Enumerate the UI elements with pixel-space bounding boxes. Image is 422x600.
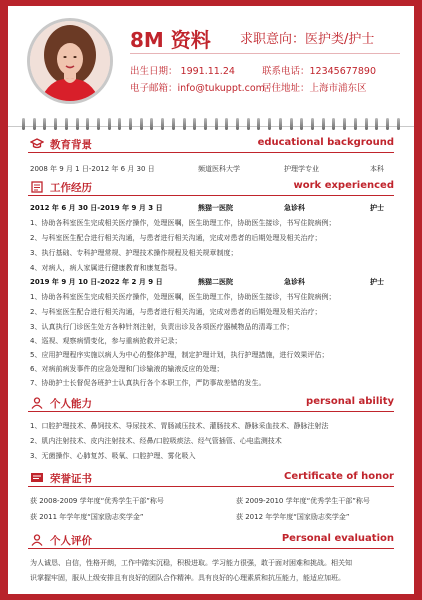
- honor-item: 获 2008-2009 学年度“优秀学生干部”称号: [30, 497, 164, 505]
- page-title: 8M 资料: [130, 28, 211, 52]
- binder-rings: [22, 118, 400, 130]
- ability-title: 个人能力: [50, 398, 92, 410]
- job-2-item: 6、对病前病发事件的应急处理和门诊输液的输液反应的处理；: [30, 365, 224, 373]
- honors-title: 荣誉证书: [50, 473, 92, 485]
- header-divider: [130, 53, 400, 54]
- job-2-item: 3、认真执行门诊医生处方各种针剂注射，负责出诊及各项医疗器械物品的清毒工作；: [30, 323, 294, 331]
- ability-title-en: personal ability: [306, 396, 394, 407]
- honor-item: 获 2009-2010 学年度“优秀学生干部”称号: [236, 497, 370, 505]
- job-1-item: 3、执行基础、专科护理常规、护理技术操作规程及相关规章制度；: [30, 249, 238, 257]
- job-1-item: 2、与科室医生配合进行相关沟通，与患者进行相关沟通，完成对患者的后期处理及相关治疗；: [30, 234, 322, 242]
- evaluation-section-header: [28, 533, 394, 549]
- ability-item: 1、口腔护理技术、鼻饲技术、导尿技术、胃肠减压技术、灌肠技术、静脉采血技术、静脉注射法: [30, 422, 329, 430]
- education-title-en: educational background: [257, 137, 394, 148]
- job-2-item: 1、协助各科室医生完成相关医疗操作，处理医嘱，医生助理工作，协助医生接诊，书写住院病例；: [30, 293, 336, 301]
- avatar: [27, 18, 113, 104]
- honor-item: 获 2011 年学年度“国家励志奖学金”: [30, 513, 144, 521]
- ability-item: 2、肌内注射技术、皮内注射技术、经鼻/口腔吸痰法、经气管插管、心电监测技术: [30, 437, 282, 445]
- ability-item: 3、无菌操作、心肺复苏、吸氧、口腔护理、雾化吸入: [30, 452, 196, 460]
- job-2-period: 2019 年 9 月 10 日-2022 年 2 月 9 日: [30, 278, 163, 286]
- work-section-header: [28, 180, 394, 196]
- honors-section-header: [28, 471, 394, 487]
- education-degree: 本科: [370, 165, 384, 173]
- person-icon: [30, 397, 44, 409]
- birth-date: 出生日期： 1991.11.24: [130, 66, 235, 77]
- phone: 联系电话：12345677890: [262, 66, 376, 77]
- certificate-icon: [30, 472, 44, 484]
- job-2-item: 5、应用护理程序实施以病人为中心的整体护理，制定护理计划，执行护理措施，进行效果评估；: [30, 351, 329, 359]
- work-title-en: work experienced: [293, 180, 394, 191]
- job-1-dept: 急诊科: [284, 204, 305, 212]
- job-2-item: 2、与科室医生配合进行相关沟通，与患者进行相关沟通，完成对患者的后期处理及相关治疗；: [30, 308, 322, 316]
- job-1-item: 4、对病人，病人家属进行健康教育和康复指导。: [30, 264, 182, 272]
- job-2-role: 护士: [370, 278, 384, 286]
- ability-section-header: [28, 396, 394, 412]
- evaluation-line: 为人诚恳、自信，性格开朗，工作中踏实沉稳，积极进取。学习能力很强，敢于面对困难和挑战。相关知: [30, 559, 352, 567]
- address: 居住地址：上海市浦东区: [262, 83, 367, 94]
- job-1-item: 1、协助各科室医生完成相关医疗操作，处理医嘱，医生助理工作，协助医生接诊，书写住院病例；: [30, 219, 336, 227]
- job-1-period: 2012 年 6 月 30 日-2019 年 9 月 3 日: [30, 204, 163, 212]
- job-1-org: 熊猫一医院: [198, 204, 233, 212]
- evaluation-line: 识掌握牢固，服从上级安排且有良好的团队合作精神。具有良好的心理素质和抗压能力，能适应加班。: [30, 574, 345, 582]
- job-2-org: 熊猫二医院: [198, 278, 233, 286]
- person-icon: [30, 534, 44, 546]
- honors-title-en: Certificate of honor: [283, 471, 394, 482]
- job-2-dept: 急诊科: [284, 278, 305, 286]
- email: 电子邮箱：info@tukuppt.com: [130, 83, 265, 94]
- education-period: 2008 年 9 月 1 日-2012 年 6 月 30 日: [30, 165, 155, 173]
- education-school: 频道医科大学: [198, 165, 240, 173]
- job-objective: 求职意向：医护类/护士: [240, 32, 375, 47]
- document-icon: [30, 181, 44, 193]
- education-section-header: [28, 137, 394, 153]
- graduation-cap-icon: [30, 138, 44, 150]
- work-title: 工作经历: [50, 182, 92, 194]
- education-major: 护理学专业: [284, 165, 319, 173]
- honor-item: 获 2012 年学年度“国家励志奖学金”: [236, 513, 350, 521]
- job-1-role: 护士: [370, 204, 384, 212]
- job-2-item: 7、协助护士长督促各班护士认真执行各个本职工作，严防事故差错的发生。: [30, 379, 266, 387]
- job-2-item: 4、巡视、观察病情变化，参与重病抢救并记录；: [30, 337, 182, 345]
- education-title: 教育背景: [50, 139, 92, 151]
- evaluation-title: 个人评价: [50, 535, 92, 547]
- evaluation-title-en: Personal evaluation: [281, 533, 394, 544]
